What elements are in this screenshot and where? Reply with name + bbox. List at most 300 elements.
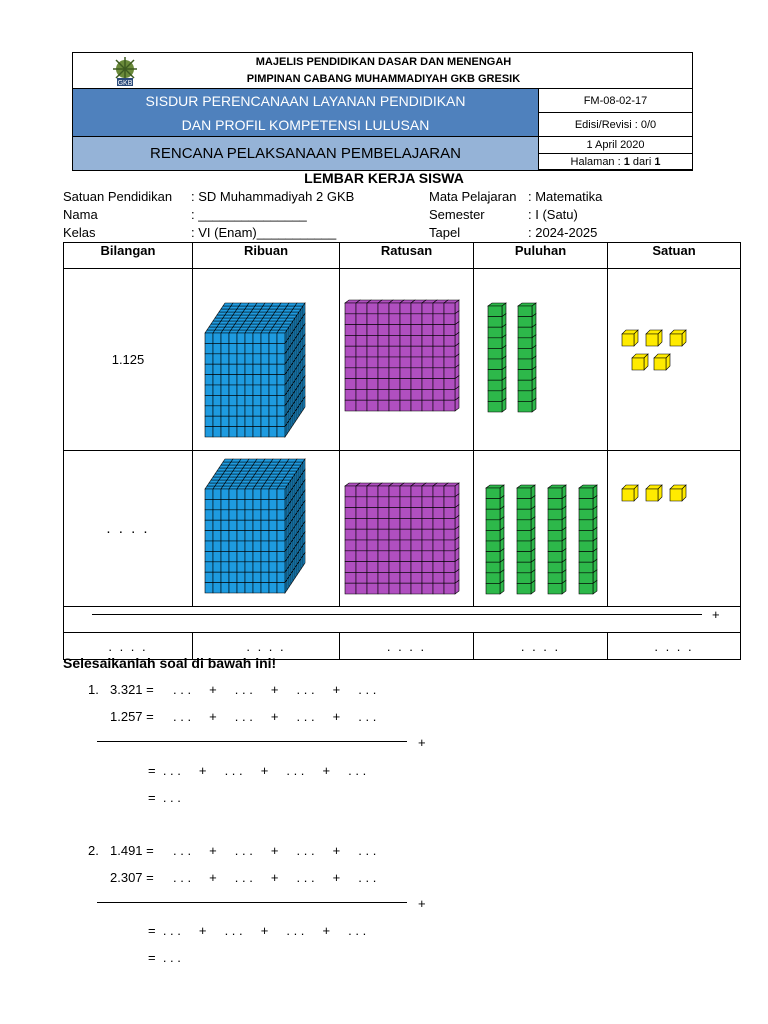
hundred-flat-cell (378, 325, 389, 336)
hundred-flat-cell (422, 389, 433, 400)
ten-rods (474, 451, 607, 603)
problem-number: 2. (88, 843, 99, 858)
ten-rod-cell (518, 338, 532, 349)
hundred-flat-cell (411, 346, 422, 357)
thousand-cube-cell (253, 520, 261, 530)
thousand-cube-cell (213, 385, 221, 395)
hundred-flat-cell (444, 562, 455, 573)
ten-rods (474, 269, 607, 447)
hundred-flat-cell (367, 368, 378, 379)
hundred-flat-cell (433, 325, 444, 336)
hundred-flat-cell (389, 572, 400, 583)
thousand-cube-cell (229, 499, 237, 509)
number-cell-blank[interactable]: . . . . (64, 451, 193, 607)
thousand-cube-cell (213, 489, 221, 499)
ten-rod-cell (488, 306, 502, 317)
thousand-cube-cell (261, 489, 269, 499)
ten-rod-cell (548, 583, 562, 594)
hundred-flat-cell (422, 368, 433, 379)
form-code: FM-08-02-17 (538, 88, 693, 113)
instruction: Selesaikanlah soal di bawah ini! (63, 655, 277, 671)
hundred-flat-cell (367, 486, 378, 497)
hundred-flat-cell (422, 551, 433, 562)
thousand-cube-cell (205, 531, 213, 541)
hundred-flat-cell (356, 389, 367, 400)
hundred-flat-cell (411, 508, 422, 519)
thousand-cube-cell (229, 375, 237, 385)
hundred-flat-cell (422, 335, 433, 346)
addend-a: 1.491 = (110, 843, 154, 858)
hundred-flat-cell (356, 314, 367, 325)
thousand-cube-cell (269, 520, 277, 530)
org-line1: MAJELIS PENDIDIKAN DASAR DAN MENENGAH (255, 56, 512, 68)
hundred-flat-cell (367, 335, 378, 346)
hundred-flat-cell (367, 346, 378, 357)
doc-title: RENCANA PELAKSANAAN PEMBELAJARAN (72, 136, 539, 171)
page-num: 1 (623, 156, 630, 168)
hundred-flat-cell (356, 486, 367, 497)
ten-rod-cell (579, 573, 593, 584)
thousand-cube-cell (261, 343, 269, 353)
hundred-flat-cell (422, 508, 433, 519)
hundred-flat-cell (367, 551, 378, 562)
hundred-flat-cell (367, 497, 378, 508)
hundred-flat-cell (400, 518, 411, 529)
thousand-cube-cell (253, 427, 261, 437)
hundred-flat-cell (345, 497, 356, 508)
thousand-cube-cell (229, 510, 237, 520)
thousand-cube-cell (205, 395, 213, 405)
page-of: dari (629, 156, 655, 168)
thousand-cube-cell (245, 499, 253, 509)
sum-line (97, 902, 407, 903)
hundred-flat-cell (367, 357, 378, 368)
thousand-cube-cell (229, 416, 237, 426)
thousand-cube-cell (205, 375, 213, 385)
thousand-cube-cell (213, 531, 221, 541)
hundred-flat-cell (422, 303, 433, 314)
hundred-flat-cell (389, 303, 400, 314)
ten-rod-cell (517, 499, 531, 510)
thousand-cube-cell (245, 333, 253, 343)
hundred-flat-cell (356, 583, 367, 594)
hundred-flat-cell (444, 583, 455, 594)
thousand-cube-cell (221, 427, 229, 437)
thousand-cube-cell (261, 385, 269, 395)
thousand-cube-cell (269, 541, 277, 551)
ten-rod-cell (518, 359, 532, 370)
nama-label: Nama (63, 207, 98, 222)
thousand-cube-cell (229, 385, 237, 395)
ten-rod-cell (486, 488, 500, 499)
thousand-cube-cell (221, 406, 229, 416)
thousand-cube-cell (237, 520, 245, 530)
ten-rod-cell (518, 348, 532, 359)
ten-rod-cell (548, 573, 562, 584)
thousand-cube-cell (221, 354, 229, 364)
hundred-flat-cell (356, 357, 367, 368)
thousand-cube-cell (205, 364, 213, 374)
expansion-b[interactable]: . . . + . . . + . . . + . . . (173, 709, 377, 724)
thousand-cube-cell (245, 572, 253, 582)
answer-cell[interactable]: . . . . (340, 633, 474, 660)
sum-expansion[interactable]: = . . . + . . . + . . . + . . . (148, 923, 367, 938)
thousand-cube-cell (213, 395, 221, 405)
thousand-cube-cell (221, 343, 229, 353)
hundred-flat-cell (422, 562, 433, 573)
final-answer[interactable]: = . . . (148, 950, 181, 965)
satuan-label: Satuan Pendidikan (63, 189, 173, 204)
thousand-cube-cell (261, 406, 269, 416)
hundred-flat-cell (411, 518, 422, 529)
thousand-cube-cell (277, 343, 285, 353)
thousand-cube-cell (205, 333, 213, 343)
hundred-flat-cell (422, 379, 433, 390)
thousand-cube-cell (205, 541, 213, 551)
thousand-cube-cell (237, 572, 245, 582)
ten-rod-cell (579, 509, 593, 520)
thousand-cube-cell (303, 397, 305, 410)
hundred-flat-cell (345, 335, 356, 346)
ten-rod-cell (518, 401, 532, 412)
thousand-cube-cell (229, 541, 237, 551)
col-ribuan: Ribuan (193, 243, 340, 269)
ten-rod-cell (486, 530, 500, 541)
hundred-flat-cell (356, 325, 367, 336)
hundred-flat-cell (345, 325, 356, 336)
thousand-cube-cell (277, 395, 285, 405)
sisdur-line1: SISDUR PERENCANAAN LAYANAN PENDIDIKAN (145, 92, 466, 109)
ribuan-blocks (205, 303, 305, 437)
thousand-cube-cell (261, 375, 269, 385)
sum-expansion[interactable]: = . . . + . . . + . . . + . . . (148, 763, 367, 778)
hundred-flat-cell (411, 357, 422, 368)
page-total: 1 (654, 156, 661, 168)
thousand-cube-cell (205, 551, 213, 561)
hundred-flat-cell (422, 486, 433, 497)
ten-rod-cell (488, 380, 502, 391)
hundred-flat-cell (389, 540, 400, 551)
hundred-flat-cell (345, 346, 356, 357)
ten-rod-cell (486, 573, 500, 584)
thousand-cube-cell (221, 489, 229, 499)
unit-cube-cell (632, 358, 644, 370)
thousand-cube-cell (213, 572, 221, 582)
thousand-cube-cell (253, 551, 261, 561)
thousand-cube-cell (213, 406, 221, 416)
sisdur-line2: DAN PROFIL KOMPETENSI LULUSAN (181, 116, 430, 133)
ten-rod-cell (488, 317, 502, 328)
thousand-cube-cell (245, 354, 253, 364)
hundred-flat-cell (345, 486, 356, 497)
thousand-cube-cell (277, 427, 285, 437)
hundred-flat (340, 451, 473, 603)
thousand-cube-cell (245, 510, 253, 520)
hundred-flat-cell (444, 379, 455, 390)
thousand-cube-cell (205, 427, 213, 437)
thousand-cube-cell (213, 354, 221, 364)
hundred-flat-cell (433, 357, 444, 368)
final-answer[interactable]: = . . . (148, 790, 181, 805)
page-info (538, 153, 693, 171)
thousand-cube-cell (205, 510, 213, 520)
thousand-cube-cell (253, 541, 261, 551)
thousand-cube-cell (261, 583, 269, 593)
expansion-a[interactable]: . . . + . . . + . . . + . . . (173, 843, 377, 858)
expansion-b[interactable]: . . . + . . . + . . . + . . . (173, 870, 377, 885)
mapel-label: Mata Pelajaran (429, 189, 517, 204)
hundred-flat-cell (422, 540, 433, 551)
thousand-cube-cell (205, 520, 213, 530)
hundred-flat-cell (400, 540, 411, 551)
table-row (64, 451, 741, 607)
thousand-cube-cell (277, 531, 285, 541)
thousand-cube-cell (229, 551, 237, 561)
hundred-flat-cell (367, 379, 378, 390)
thousand-cube-cell (221, 551, 229, 561)
hundred-flat-cell (422, 314, 433, 325)
hundred-flat-cell (400, 389, 411, 400)
hundred-flat-cell (444, 335, 455, 346)
thousand-cube-cell (237, 541, 245, 551)
ten-rod-cell (548, 488, 562, 499)
col-satuan: Satuan (608, 243, 741, 269)
hundred-flat-cell (400, 357, 411, 368)
hundred-flat-cell (444, 314, 455, 325)
answer-cell[interactable]: . . . . (193, 633, 340, 660)
thousand-cube-cell (229, 520, 237, 530)
thousand-cube-cell (213, 499, 221, 509)
hundred-flat-cell (378, 400, 389, 411)
thousand-cube-cell (245, 406, 253, 416)
addend-b: 2.307 = (110, 870, 154, 885)
hundred-flat-cell (400, 346, 411, 357)
hundred-flat-cell (367, 325, 378, 336)
unit-cube-cell (654, 358, 666, 370)
answer-cell[interactable]: . . . . (64, 633, 193, 660)
thousand-cube-cell (229, 354, 237, 364)
thousand-cube-cell (237, 551, 245, 561)
thousand-cube-cell (277, 551, 285, 561)
thousand-cube-cell (245, 583, 253, 593)
ten-rod-cell (517, 520, 531, 531)
hundred-flat-cell (444, 346, 455, 357)
hundred-flat-cell (400, 400, 411, 411)
page-label: Halaman : (570, 156, 621, 168)
thousand-cube-cell (277, 572, 285, 582)
hundred-flat-cell (356, 508, 367, 519)
hundred-flat-cell (378, 368, 389, 379)
thousand-cube-cell (269, 583, 277, 593)
hundred-flat-cell (411, 497, 422, 508)
thousand-cube-cell (221, 416, 229, 426)
hundred-flat-cell (433, 497, 444, 508)
thousand-cube-cell (221, 510, 229, 520)
hundred-flat-cell (433, 486, 444, 497)
thousand-cube-cell (237, 416, 245, 426)
org-line2: PIMPINAN CABANG MUHAMMADIYAH GKB GRESIK (246, 73, 521, 85)
thousand-cube-cell (261, 551, 269, 561)
thousand-cube-cell (245, 562, 253, 572)
hundred-flat-cell (389, 335, 400, 346)
thousand-cube-cell (245, 385, 253, 395)
thousand-cube-cell (213, 551, 221, 561)
ten-rod-cell (488, 359, 502, 370)
ten-rod-cell (579, 552, 593, 563)
thousand-cube-cell (205, 406, 213, 416)
thousand-cube-cell (237, 406, 245, 416)
thousand-cube-cell (269, 395, 277, 405)
hundred-flat-cell (433, 400, 444, 411)
mapel-value: : Matematika (528, 189, 603, 204)
thousand-cube-cell (229, 395, 237, 405)
thousand-cube-cell (269, 489, 277, 499)
hundred-flat-cell (389, 551, 400, 562)
thousand-cube-cell (237, 385, 245, 395)
hundred-flat-cell (433, 540, 444, 551)
hundred-flat-cell (378, 529, 389, 540)
col-bilangan: Bilangan (64, 243, 193, 269)
ten-rod-cell (486, 499, 500, 510)
hundred-flat-cell (433, 303, 444, 314)
hundred-flat-cell (411, 303, 422, 314)
hundred-flat-cell (389, 400, 400, 411)
thousand-cube-cell (253, 510, 261, 520)
hundred-flat-cell (378, 303, 389, 314)
thousand-cube-cell (277, 416, 285, 426)
table-row (64, 269, 741, 451)
hundred-flat-cell (345, 562, 356, 573)
hundred-flat-cell (433, 518, 444, 529)
hundred-flat-cell (422, 572, 433, 583)
hundred-flat-cell (444, 325, 455, 336)
hundred-flat-cell (400, 497, 411, 508)
thousand-cube-cell (269, 343, 277, 353)
hundred-flat-cell (356, 497, 367, 508)
thousand-cube-cell (221, 385, 229, 395)
thousand-cube-cell (269, 364, 277, 374)
expansion-a[interactable]: . . . + . . . + . . . + . . . (173, 682, 377, 697)
answer-cell[interactable]: . . . . (608, 633, 741, 660)
hundred-flat-cell (367, 303, 378, 314)
hundred-flat-cell (356, 303, 367, 314)
hundred-flat-cell (389, 314, 400, 325)
hundred-flat-cell (345, 540, 356, 551)
hundred-flat-cell (367, 518, 378, 529)
thousand-cube-cell (221, 541, 229, 551)
problem-number: 1. (88, 682, 99, 697)
hundred-flat-cell (444, 540, 455, 551)
nama-value: : _______________ (191, 207, 307, 222)
sum-line (92, 614, 702, 615)
ten-rod-cell (579, 541, 593, 552)
ten-rod-cell (517, 488, 531, 499)
hundred-flat-cell (378, 583, 389, 594)
thousand-cube-cell (277, 510, 285, 520)
ten-rod-cell (486, 552, 500, 563)
hundred-flat-cell (400, 583, 411, 594)
thousand-cube-cell (253, 354, 261, 364)
thousand-cube-cell (253, 395, 261, 405)
hundred-flat-cell (378, 540, 389, 551)
sisdur-cell (72, 88, 539, 137)
unit-cubes (608, 451, 740, 603)
thousand-cube-cell (229, 531, 237, 541)
hundred-flat-cell (433, 346, 444, 357)
thousand-cube-cell (229, 406, 237, 416)
thousand-cube-cell (253, 531, 261, 541)
thousand-cube-cell (245, 427, 253, 437)
thousand-cube-cell (277, 541, 285, 551)
hundred-flat-cell (411, 325, 422, 336)
hundred-flat-cell (378, 379, 389, 390)
ten-rod-cell (548, 509, 562, 520)
hundred-flat-cell (345, 551, 356, 562)
hundred-flat-cell (411, 540, 422, 551)
kelas-label: Kelas (63, 225, 96, 240)
thousand-cube-cell (277, 520, 285, 530)
thousand-cube-cell (213, 520, 221, 530)
thousand-cube-cell (245, 395, 253, 405)
thousand-cube-cell (237, 364, 245, 374)
ten-rod-cell (579, 583, 593, 594)
hundred-flat-cell (444, 529, 455, 540)
hundred-flat-cell (356, 551, 367, 562)
thousand-cube-cell (269, 427, 277, 437)
hundred-flat-cell (389, 562, 400, 573)
thousand-cube-cell (253, 572, 261, 582)
answer-cell[interactable]: . . . . (474, 633, 608, 660)
tapel-value: : 2024-2025 (528, 225, 598, 240)
hundred-flat-cell (433, 389, 444, 400)
thousand-cube-cell (269, 499, 277, 509)
ten-rod-cell (486, 520, 500, 531)
hundred-flat-cell (367, 572, 378, 583)
thousand-cube-cell (269, 354, 277, 364)
satuan-blocks (622, 330, 686, 370)
ten-rod-cell (579, 520, 593, 531)
thousand-cube-cell (269, 416, 277, 426)
svg-text:GKB: GKB (117, 80, 133, 87)
hundred-flat-cell (356, 400, 367, 411)
unit-cube-cell (622, 334, 634, 346)
thousand-cube-cell (245, 541, 253, 551)
thousand-cube-cell (221, 395, 229, 405)
hundred-flat-cell (345, 508, 356, 519)
hundred-flat-cell (356, 368, 367, 379)
hundred-flat-cell (378, 346, 389, 357)
hundred-flat-cell (367, 529, 378, 540)
ten-rod-cell (517, 509, 531, 520)
thousand-cube-cell (261, 333, 269, 343)
thousand-cube-cell (261, 510, 269, 520)
addend-a: 3.321 = (110, 682, 154, 697)
hundred-flat-cell (345, 389, 356, 400)
number-cell: 1.125 (64, 269, 193, 451)
hundred-flat-cell (389, 379, 400, 390)
hundred-flat-cell (356, 529, 367, 540)
hundred-flat-cell (433, 583, 444, 594)
thousand-cube-cell (237, 562, 245, 572)
thousand-cube-cell (229, 583, 237, 593)
ratusan-blocks (345, 483, 459, 594)
hundred-flat-cell (411, 572, 422, 583)
hundred-flat-cell (422, 357, 433, 368)
hundred-flat-cell (378, 497, 389, 508)
hundred-flat-cell (378, 314, 389, 325)
col-puluhan: Puluhan (474, 243, 608, 269)
addend-b: 1.257 = (110, 709, 154, 724)
